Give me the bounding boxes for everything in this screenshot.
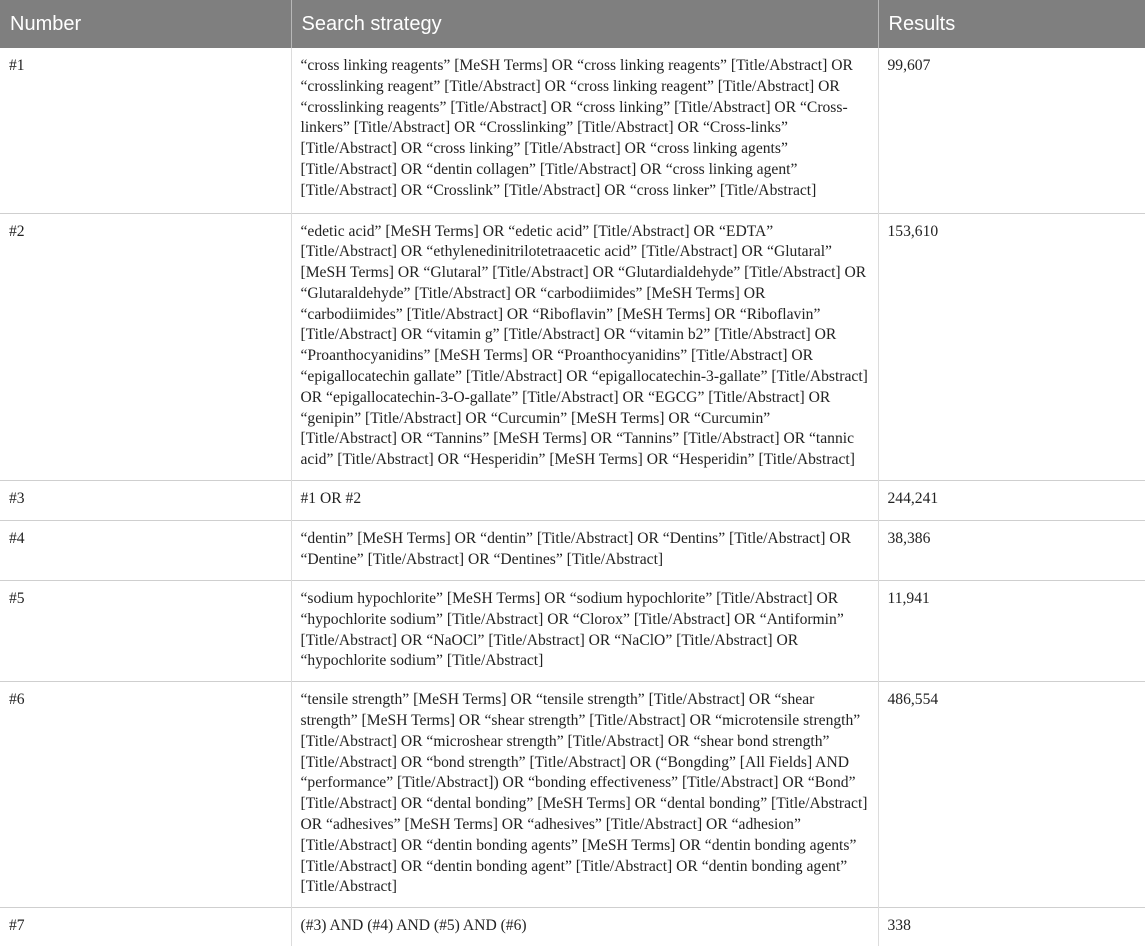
cell-search-strategy: (#3) AND (#4) AND (#5) AND (#6) — [291, 908, 878, 946]
cell-results: 38,386 — [878, 521, 1145, 581]
cell-number: #1 — [0, 48, 291, 213]
cell-results: 486,554 — [878, 682, 1145, 908]
cell-search-strategy: “dentin” [MeSH Terms] OR “dentin” [Title/Abstract] OR “Dentins” [Title/Abstract] OR “Dentine” [Title/Abstract] OR “Dentines” [Title/Abstract] — [291, 521, 878, 581]
cell-results: 11,941 — [878, 581, 1145, 682]
cell-search-strategy: “edetic acid” [MeSH Terms] OR “edetic acid” [Title/Abstract] OR “EDTA” [Title/Abstract] OR “ethylenedinitrilotetraacetic acid” [Title/Abstract] OR “Glutaral” [MeSH Terms] OR “Glutaral” [Title/Abstract] OR “Glutardialdehyde” [Title/Abstract] OR “Glutaraldehyde” [Title/Abstract] OR “carbodiimides” [MeSH Terms] OR “carbodiimides” [Title/Abstract] OR “Riboflavin” [MeSH Terms] OR “Riboflavin” [Title/Abstract] OR “vitamin g” [Title/Abstract] OR “vitamin b2” [Title/Abstract] OR “Proanthocyanidins” [MeSH Terms] OR “Proanthocyanidins” [Title/Abstract] OR “epigallocatechin gallate” [Title/Abstract] OR “epigallocatechin-3-gallate” [Title/Abstract] OR “epigallocatechin-3-O-gallate” [Title/Abstract] OR “EGCG” [Title/Abstract] OR “genipin” [Title/Abstract] OR “Curcumin” [MeSH Terms] OR “Curcumin” [Title/Abstract] OR “Tannins” [MeSH Terms] OR “Tannins” [Title/Abstract] OR “tannic acid” [Title/Abstract] OR “Hesperidin” [MeSH Terms] OR “Hesperidin” [Title/Abstract] — [291, 213, 878, 481]
cell-search-strategy: “sodium hypochlorite” [MeSH Terms] OR “sodium hypochlorite” [Title/Abstract] OR “hypochlorite sodium” [Title/Abstract] OR “Clorox” [Title/Abstract] OR “Antiformin” [Title/Abstract] OR “NaOCl” [Title/Abstract] OR “NaClO” [Title/Abstract] OR “hypochlorite sodium” [Title/Abstract] — [291, 581, 878, 682]
table-body — [0, 48, 1145, 946]
cell-number: #7 — [0, 908, 291, 946]
cell-results: 244,241 — [878, 481, 1145, 521]
table-row — [0, 48, 1145, 213]
cell-search-strategy: #1 OR #2 — [291, 481, 878, 521]
table-row — [0, 682, 1145, 908]
header-row — [0, 0, 1145, 48]
table-row — [0, 581, 1145, 682]
header-results: Results — [878, 0, 1145, 48]
cell-search-strategy: “tensile strength” [MeSH Terms] OR “tensile strength” [Title/Abstract] OR “shear strength” [MeSH Terms] OR “shear strength” [Title/Abstract] OR “microtensile strength” [Title/Abstract] OR “microshear strength” [Title/Abstract] OR “shear bond strength” [Title/Abstract] OR “bond strength” [Title/Abstract] OR (“Bongding” [All Fields] AND “performance” [Title/Abstract]) OR “bonding effectiveness” [Title/Abstract] OR “Bond” [Title/Abstract] OR “dental bonding” [MeSH Terms] OR “dental bonding” [Title/Abstract] OR “adhesives” [MeSH Terms] OR “adhesives” [Title/Abstract] OR “adhesion” [Title/Abstract] OR “dentin bonding agents” [MeSH Terms] OR “dentin bonding agents” [Title/Abstract] OR “dentin bonding agent” [Title/Abstract] OR “dentin bonding agent” [Title/Abstract] — [291, 682, 878, 908]
table-row — [0, 213, 1145, 481]
cell-number: #4 — [0, 521, 291, 581]
cell-number: #5 — [0, 581, 291, 682]
cell-number: #2 — [0, 213, 291, 481]
cell-results: 338 — [878, 908, 1145, 946]
cell-number: #3 — [0, 481, 291, 521]
cell-results: 153,610 — [878, 213, 1145, 481]
cell-search-strategy: “cross linking reagents” [MeSH Terms] OR “cross linking reagents” [Title/Abstract] OR “crosslinking reagent” [Title/Abstract] OR “cross linking reagent” [Title/Abstract] OR “crosslinking reagents” [Title/Abstract] OR “cross linking” [Title/Abstract] OR “Cross-linkers” [Title/Abstract] OR “Crosslinking” [Title/Abstract] OR “Cross-links” [Title/Abstract] OR “cross linking” [Title/Abstract] OR “cross linking agents” [Title/Abstract] OR “dentin collagen” [Title/Abstract] OR “cross linking agent” [Title/Abstract] OR “Crosslink” [Title/Abstract] OR “cross linker” [Title/Abstract] — [291, 48, 878, 213]
table-row — [0, 481, 1145, 521]
cell-results: 99,607 — [887, 57, 931, 74]
table-row — [0, 521, 1145, 581]
header-number: Number — [0, 0, 291, 48]
table-row — [0, 908, 1145, 946]
table-header — [0, 0, 1145, 48]
header-search-strategy: Search strategy — [291, 0, 878, 48]
cell-number: #6 — [0, 682, 291, 908]
